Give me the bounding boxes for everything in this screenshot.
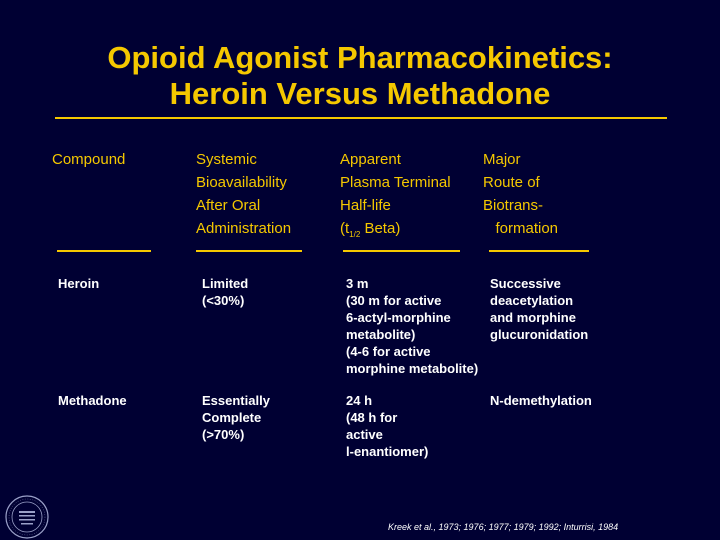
header-bioavailability: Systemic Bioavailability After Oral Administration [196,151,292,237]
row-heroin-compound: Heroin [58,276,100,291]
header-rule-compound [57,250,151,252]
row-methadone-compound: Methadone [58,393,127,408]
row-methadone-halflife: 24 h (48 h for active l-enantiomer) [346,393,429,459]
title-line-2: Heroin Versus Methadone [169,76,551,111]
title-underline [55,117,667,119]
header-rule-bioavailability [196,250,302,252]
row-heroin-halflife: 3 m (30 m for active 6-actyl-morphine metabolite) (4-6 for active morphine metabolite) [346,276,479,376]
row-methadone-route: N-demethylation [490,393,592,408]
slide-title [0,40,720,112]
row-heroin-bioavailability: Limited (<30%) [202,276,249,308]
citation: Kreek et al., 1973; 1976; 1977; 1979; 1992; Inturrisi, 1984 [388,522,619,532]
header-route: Major Route of Biotrans- formation [483,151,559,237]
university-seal-icon [4,494,50,540]
header-rule-route [489,250,589,252]
row-heroin-route: Successive deacetylation and morphine glucuronidation [490,276,589,342]
header-halflife [340,148,451,246]
title-line-1: Opioid Agonist Pharmacokinetics: [107,40,613,75]
header-halflife-lines: Apparent Plasma Terminal Half-life [340,151,451,214]
header-compound: Compound [52,151,126,168]
row-methadone-bioavailability: Essentially Complete (>70%) [202,393,270,442]
header-halflife-t: (t [340,220,350,237]
header-rule-halflife [343,250,460,252]
header-halflife-subscript: 1/2 [349,230,361,239]
header-halflife-beta: Beta) [360,220,401,237]
